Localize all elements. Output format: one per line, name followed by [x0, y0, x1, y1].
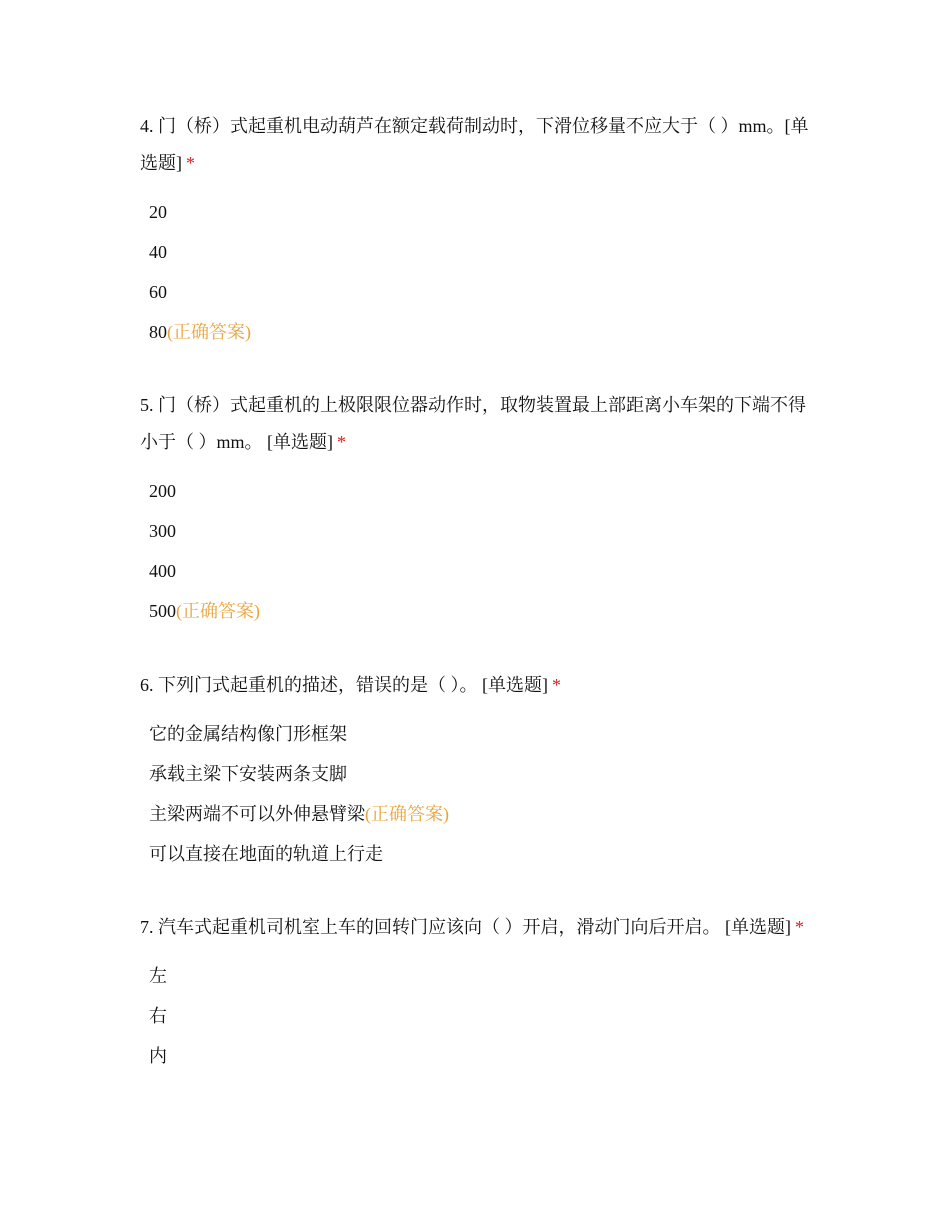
options-list — [140, 471, 820, 631]
question-text: 下列门式起重机的描述，错误的是（ ）。 [单选题] — [158, 675, 548, 695]
option-label: 200 — [149, 481, 176, 501]
required-mark: * — [337, 432, 346, 452]
option-label: 60 — [149, 282, 167, 302]
option-80[interactable] — [140, 312, 820, 352]
option-60[interactable] — [140, 272, 820, 312]
question-4 — [140, 108, 820, 352]
question-title — [140, 667, 820, 704]
option-20[interactable] — [140, 192, 820, 232]
question-title — [140, 909, 820, 946]
option-200[interactable] — [140, 471, 820, 511]
option-left[interactable] — [140, 956, 820, 996]
option-label: 右 — [149, 1006, 167, 1026]
option-label: 400 — [149, 561, 176, 581]
option-label: 80 — [149, 322, 167, 342]
question-title — [140, 108, 820, 182]
option-label: 承载主梁下安装两条支脚 — [149, 764, 347, 784]
required-mark: * — [795, 917, 804, 937]
required-mark: * — [552, 675, 561, 695]
option-label: 500 — [149, 601, 176, 621]
correct-answer-tag: (正确答案) — [365, 804, 449, 824]
question-title — [140, 387, 820, 461]
option-label: 40 — [149, 242, 167, 262]
question-6 — [140, 667, 820, 874]
option-label: 左 — [149, 966, 167, 986]
question-text: 门（桥）式起重机的上极限限位器动作时，取物装置最上部距离小车架的下端不得小于（ ）mm。 [单选题] — [140, 395, 806, 452]
option-c[interactable] — [140, 794, 820, 834]
option-label: 20 — [149, 202, 167, 222]
correct-answer-tag: (正确答案) — [167, 322, 251, 342]
option-500[interactable] — [140, 591, 820, 631]
question-7 — [140, 909, 820, 1076]
option-label: 可以直接在地面的轨道上行走 — [149, 844, 383, 864]
options-list — [140, 956, 820, 1076]
option-300[interactable] — [140, 511, 820, 551]
option-d[interactable] — [140, 834, 820, 874]
option-label: 主梁两端不可以外伸悬臂梁 — [149, 804, 365, 824]
option-label: 300 — [149, 521, 176, 541]
option-a[interactable] — [140, 714, 820, 754]
option-right[interactable] — [140, 996, 820, 1036]
question-text: 汽车式起重机司机室上车的回转门应该向（ ）开启，滑动门向后开启。 [单选题] — [158, 917, 791, 937]
question-number: 6. — [140, 675, 154, 695]
option-inside[interactable] — [140, 1036, 820, 1076]
option-label: 它的金属结构像门形框架 — [149, 724, 347, 744]
options-list — [140, 714, 820, 874]
option-40[interactable] — [140, 232, 820, 272]
options-list — [140, 192, 820, 352]
question-number: 5. — [140, 395, 154, 415]
option-label: 内 — [149, 1046, 167, 1066]
correct-answer-tag: (正确答案) — [176, 601, 260, 621]
required-mark: * — [186, 153, 195, 173]
question-text: 门（桥）式起重机电动葫芦在额定载荷制动时，下滑位移量不应大于（ ）mm。[单选题] — [140, 116, 809, 173]
option-b[interactable] — [140, 754, 820, 794]
question-number: 7. — [140, 917, 154, 937]
question-number: 4. — [140, 116, 154, 136]
question-5 — [140, 387, 820, 631]
option-400[interactable] — [140, 551, 820, 591]
